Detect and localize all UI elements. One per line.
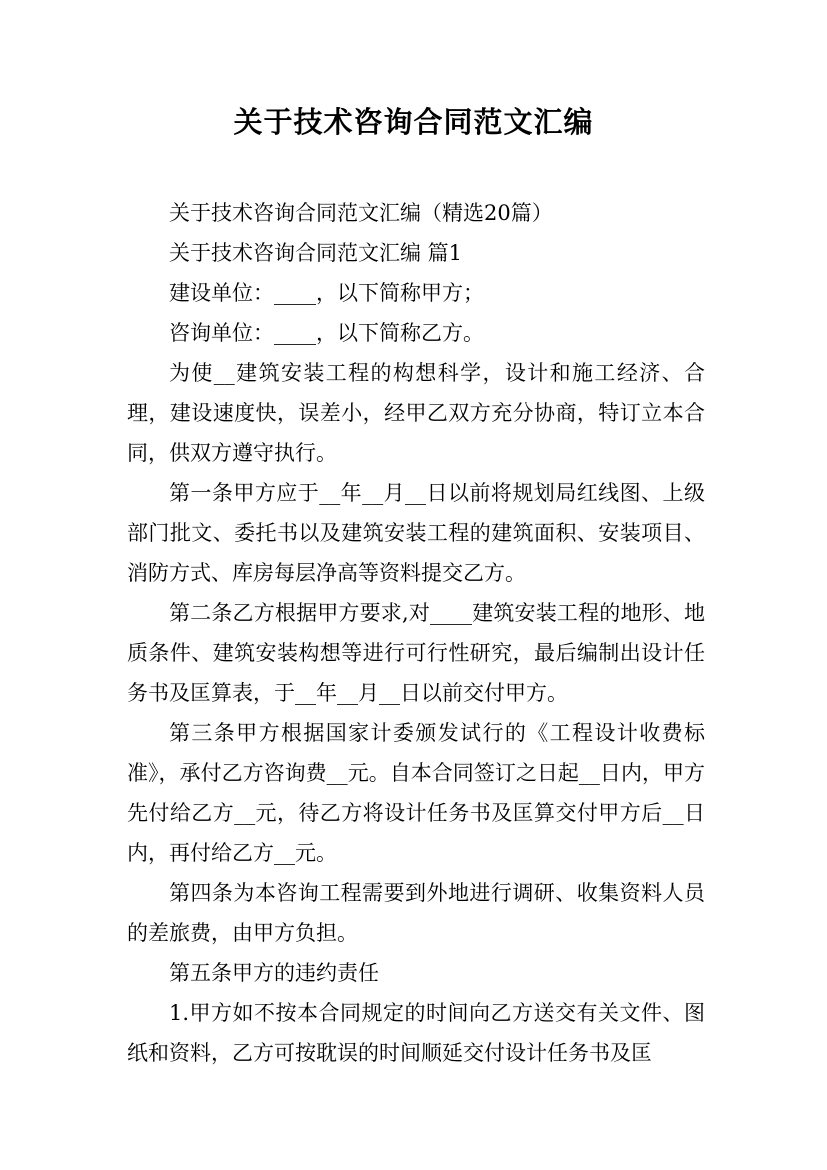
paragraph-party-a: 建设单位：____，以下简称甲方； [169, 281, 484, 305]
paragraph-preamble: 为使__建筑安装工程的构想科学，设计和施工经济、合理，建设速度快，误差小，经甲乙双方充分协商，特订立本合同，供双方遵守执行。 [127, 361, 705, 465]
paragraph-article-1: 第一条甲方应于__年__月__日以前将规划局红线图、上级部门批文、委托书以及建筑安装工程的建筑面积、安装项目、消防方式、库房每层净高等资料提交乙方。 [127, 481, 705, 585]
paragraph-article-4: 第四条为本咨询工程需要到外地进行调研、收集资料人员的差旅费，由甲方负担。 [127, 881, 705, 945]
paragraph-article-5: 第五条甲方的违约责任 [169, 961, 379, 985]
paragraph-article-5-item-1: 1.甲方如不按本合同规定的时间向乙方送交有关文件、图纸和资料，乙方可按耽误的时间顺延交付设计任务书及匡 [127, 1001, 705, 1065]
paragraph-article-2: 第二条乙方根据甲方要求,对____建筑安装工程的地形、地质条件、建筑安装构想等进行可行性研究，最后编制出设计任务书及匡算表，于__年__月__日以前交付甲方。 [127, 601, 705, 705]
paragraph-party-b: 咨询单位：____，以下简称乙方。 [169, 321, 484, 345]
paragraph-heading: 关于技术咨询合同范文汇编（精选20篇） [169, 201, 553, 225]
paragraph-section-label: 关于技术咨询合同范文汇编 篇1 [169, 241, 463, 265]
document-body [127, 193, 705, 1073]
document-title: 关于技术咨询合同范文汇编 [233, 105, 594, 139]
paragraph-article-3: 第三条甲方根据国家计委颁发试行的《工程设计收费标准》，承付乙方咨询费__元。自本合同签订之日起__日内，甲方先付给乙方__元，待乙方将设计任务书及匡算交付甲方后__日内，再付给乙方__元。 [127, 721, 705, 865]
